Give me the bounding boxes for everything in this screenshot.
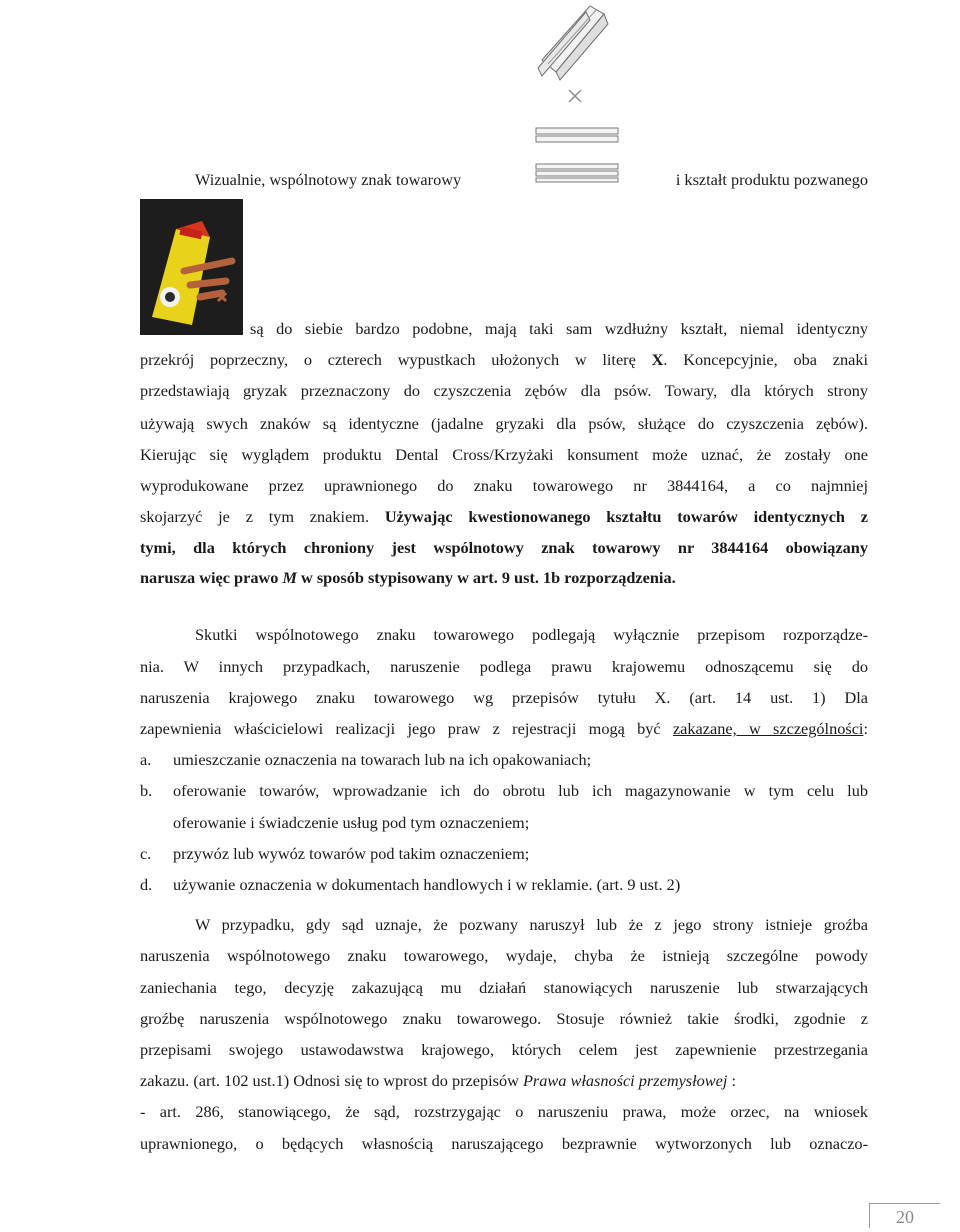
para3-line5: przepisami swojego ustawodawstwa krajowego, których celem jest zapewnienie przestrzegania	[140, 1040, 868, 1059]
intro-text-right	[626, 169, 868, 191]
para1-line5: Kierując się wyglądem produktu Dental Cross/Krzyżaki konsument może uznać, że zostały one	[140, 445, 868, 464]
para3-line7: - art. 286, stanowiącego, że sąd, rozstrzygając o naruszeniu prawa, może orzec, na wniosek	[140, 1102, 868, 1121]
para3-line4: groźbę naruszenia wspólnotowego znaku towarowego. Stosuje również takie środki, zgodnie z	[140, 1009, 868, 1028]
para3-line6-italic: Prawa własności przemysłowej	[522, 1071, 728, 1090]
para1-line9-italic: M	[282, 568, 297, 587]
para1-line9-b: w sposób stypisowany w art. 9 ust. 1b rozporządzenia.	[296, 568, 676, 587]
para1-line3: przedstawiają gryzak przeznaczony do czyszczenia zębów dla psów. Towary, dla których strony	[140, 381, 868, 400]
list-label-a: a.	[140, 750, 152, 769]
list-label-d: d.	[140, 875, 153, 894]
list-item-c: przywóz lub wywóz towarów pod takim oznaczeniem;	[173, 844, 530, 863]
para1-line2-b: . Koncepcyjnie, oba znaki	[663, 350, 869, 369]
intro-pre: Wizualnie, wspólnotowy znak towarowy	[195, 170, 462, 189]
list-item-b-line1: oferowanie towarów, wprowadzanie ich do obrotu lub ich magazynowanie w tym celu lub	[173, 781, 868, 800]
para1-line2-a: przekrój poprzeczny, o czterech wypustkach ułożonych w literę	[140, 350, 636, 369]
list-item-b-line2: oferowanie i świadczenie usług pod tym oznaczeniem;	[173, 813, 530, 832]
list-item-d: używanie oznaczenia w dokumentach handlowych i w reklamie. (art. 9 ust. 2)	[173, 875, 681, 894]
para1-line4: używają swych znaków są identyczne (jadalne gryzaki dla psów, służące do czyszczenia zębów).	[140, 414, 868, 433]
para1-line9-a: narusza więc prawo	[140, 568, 283, 587]
list-item-a: umieszczanie oznaczenia na towarach lub na ich opakowaniach;	[173, 750, 592, 769]
para3-line6	[140, 1070, 868, 1092]
para1-line2	[140, 349, 868, 371]
para1-line7-bold: Używając kwestionowanego kształtu towarów identycznych z	[384, 507, 868, 526]
para2-line3: naruszenia krajowego znaku towarowego wg przepisów tytułu X. (art. 14 ust. 1) Dla	[140, 688, 868, 707]
para1-line7	[140, 506, 868, 528]
para3-line1: W przypadku, gdy sąd uznaje, że pozwany naruszył lub że z jego strony istnieje groźba	[195, 915, 868, 934]
para1-line8: tymi, dla których chroniony jest wspólnotowy znak towarowy nr 3844164 obowiązany	[140, 538, 868, 557]
intro-post: i kształt produktu pozwanego	[675, 170, 868, 189]
para3-line2: naruszenia wspólnotowego znaku towarowego, wydaje, chyba że istnieją szczególne powody	[140, 946, 868, 965]
trademark-stick-3d-image	[536, 2, 616, 110]
para1-line6: wyprodukowane przez uprawnionego do znaku towarowego nr 3844164, a co najmniej	[140, 476, 868, 495]
para2-line4-b: :	[863, 719, 868, 738]
para2-line4-a: zapewnienia właścicielowi realizacji jego praw z rejestracji mogą być	[140, 719, 673, 738]
list-label-c: c.	[140, 844, 152, 863]
trademark-side-view-image	[534, 124, 620, 184]
para3-line8: uprawnionego, o będących własnością naruszającego bezprawnie wytworzonych lub oznaczo-	[140, 1134, 868, 1153]
intro-text-left	[195, 169, 525, 191]
para1-line9	[140, 567, 868, 589]
para1-line7-a: skojarzyć je z tym znakiem.	[140, 507, 385, 526]
para1-line1: są do siebie bardzo podobne, mają taki sam wzdłużny kształt, niemal identyczny	[250, 319, 868, 338]
para2-line2: nia. W innych przypadkach, naruszenie podlega prawu krajowemu odnoszącemu się do	[140, 657, 868, 676]
page-number: 20	[869, 1203, 940, 1228]
para2-line1: Skutki wspólnotowego znaku towarowego podlegają wyłącznie przepisom rozporządze-	[195, 625, 868, 644]
para2-line4	[140, 718, 868, 740]
list-label-b: b.	[140, 781, 153, 800]
para2-line4-underlined: zakazane, w szczególności	[672, 719, 864, 738]
para1-line2-bold: X	[651, 350, 664, 369]
para3-line6-a: zakazu. (art. 102 ust.1) Odnosi się to wprost do przepisów	[140, 1071, 523, 1090]
para3-line6-b: :	[727, 1071, 737, 1090]
product-package-photo	[140, 199, 243, 335]
para3-line3: zaniechania tego, decyzję zakazującą mu działań stanowiących naruszenie lub stwarzających	[140, 978, 868, 997]
